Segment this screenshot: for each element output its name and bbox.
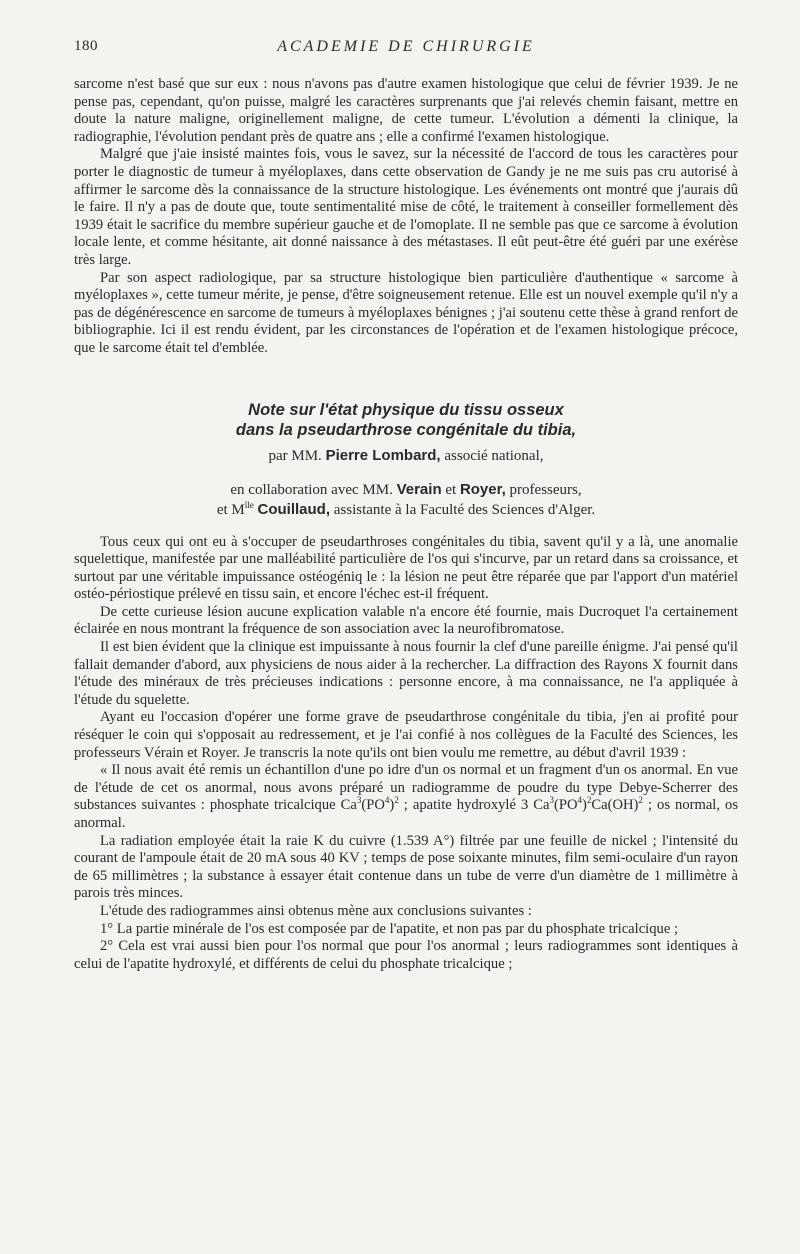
paragraph-formula (74, 762, 738, 832)
text-run: (PO (554, 797, 578, 814)
paragraph: Malgré que j'aie insisté maintes fois, vous le savez, sur la nécessité de l'accord de tous les caractères pour porter le diagnostic de tumeur à myéloplaxes, dans cette observation de Gandy je ne me suis pas cru autorisé à affirmer le sarcome dès la connaissance de la structure histologique. Les événements ont montré que j'aurais dû le faire. Il n'y a pas de doute que, toute sentimentalité mise de côté, le traitement à conseiller formellement dès 1939 était le sacrifice du membre supérieur gauche et de l'omoplate. Il ne semble pas que ce sarcome à évolution locale lente, et comme hésitante, ait donné naissance à des métastases. Il eût peut-être été guéri par une exérèse très large. (74, 146, 738, 268)
article-title (74, 400, 738, 440)
byline-assistant (74, 500, 738, 520)
text-run: « Il nous avait été remis un échantillon d'une po idre d'un os normal et un fragment d'un os anormal. En vue de l'étude de cet os anormal, nous avons préparé un radiogramme de poudre du type Debye-Scherrer des substances suivantes : phosphate tricalcique Ca (74, 762, 738, 814)
previous-article-text (74, 76, 738, 358)
article-title-line: dans la pseudarthrose congénitale du tibia, (235, 420, 577, 439)
byline-conjunction: et (445, 481, 457, 498)
superscript: 2 (394, 795, 399, 806)
text-run: ) (582, 797, 587, 814)
title-superscript: lle (244, 499, 254, 510)
paragraph: Ayant eu l'occasion d'opérer une forme grave de pseudarthrose congénitale du tibia, j'en ai profité pour réséquer le coin qui s'opposait au redressement, et je l'ai confié à nos collègues de la Faculté des Sciences, les professeurs Vérain et Royer. Je transcris la note qu'ils ont bien voulu me remettre, au début d'avril 1939 : (74, 709, 738, 761)
journal-title: ACADEMIE DE CHIRURGIE (277, 38, 535, 55)
paragraph: De cette curieuse lésion aucune explication valable n'a encore été fournie, mais Ducroquet l'a certainement éclairée en nous montrant la fréquence de son association avec la neurofibromatose. (74, 603, 738, 638)
author-name: Royer, (459, 480, 506, 498)
list-item: 2° Cela est vrai aussi bien pour l'os normal que pour l'os anormal ; leurs radiogrammes sont identiques à celui de l'apatite hydroxylé, et différents de celui du phosphate tricalcique ; (74, 938, 738, 972)
text-run: Ca(OH) (591, 797, 639, 814)
text-run: (PO (361, 797, 385, 814)
superscript: 4 (384, 795, 390, 806)
author-affiliation: assistante à la Faculté des Sciences d'Alger. (333, 501, 596, 518)
author-name: Couillaud, (257, 500, 331, 518)
byline-collaborators (74, 480, 738, 500)
author-name: Verain (396, 480, 442, 498)
running-head (74, 38, 738, 62)
superscript: 2 (638, 795, 643, 806)
paragraph: Il est bien évident que la clinique est impuissante à nous fournir la clef d'une pareille énigme. J'ai pensé qu'il fallait demander d'abord, aux physiciens de nous aider à la rechercher. La diffraction des Rayons X fournit dans l'étude des minéraux de très précieuses indications : personne encore, à ma connaissance, ne l'a appliquée à l'étude du squelette. (74, 639, 738, 708)
list-item: 1° La partie minérale de l'os est composée par de l'apatite, et non pas par du phosphate tricalcique ; (100, 920, 679, 937)
superscript: 4 (577, 795, 583, 806)
byline-main (74, 446, 738, 466)
paragraph: L'étude des radiogrammes ainsi obtenus mène aux conclusions suivantes : (100, 902, 532, 919)
superscript: 2 (586, 795, 592, 806)
text-run: ; os normal, os anormal. (74, 797, 739, 831)
text-run: ; apatite hydroxylé 3 Ca (398, 797, 550, 814)
author-affiliation: associé national, (444, 447, 544, 464)
superscript: 3 (549, 795, 555, 806)
article-title-line: Note sur l'état physique du tissu osseux (248, 400, 564, 419)
paragraph: Tous ceux qui ont eu à s'occuper de pseudarthroses congénitales du tibia, savent qu'il y a là, une anomalie squelettique, manifestée par une malléabilité particulière de l'os qui s'incurve, par un retard dans sa croissance, et surtout par une véritable impuissance ostéogéniq le : la lésion ne peut être réparée que par l'apport d'un matériel ostéo-périostique prélevé en tissu sain, et encore l'échec est-il fréquent. (74, 533, 738, 603)
author-affiliation: professeurs, (509, 481, 582, 498)
article-body (74, 534, 738, 974)
paragraph: La radiation employée était la raie K du cuivre (1.539 A°) filtrée par une feuille de nickel ; l'intensité du courant de l'ampoule était de 20 mA sous 40 KV ; temps de pose soixante minutes, film semi-oculaire d'un rayon de 65 millimètres ; la substance à essayer était contenue dans un tube de verre d'un diamètre de 1 millimètre à parois très minces. (74, 832, 738, 902)
author-name: Pierre Lombard, (325, 446, 441, 464)
text-run: ) (389, 797, 395, 814)
superscript: 3 (356, 795, 362, 806)
byline-prefix: en collaboration avec MM. (230, 481, 393, 498)
byline-prefix: par MM. (268, 447, 322, 464)
paragraph: sarcome n'est basé que sur eux : nous n'avons pas d'autre examen histologique que celui de février 1939. Je ne pense pas, cependant, qu'on puisse, malgré les caractères surprenants que j'ai relevés chemin faisant, mettre en doute la nature maligne, originellement maligne, de cette tumeur. L'évolution a démenti la clinique, la radiographie, l'évolution pendant près de quatre ans ; elle a confirmé l'examen histologique. (74, 76, 738, 145)
paragraph: Par son aspect radiologique, par sa structure histologique bien particulière d'authentique « sarcome à myéloplaxes », cette tumeur mérite, je pense, d'être soigneusement retenue. Elle est un nouvel exemple qu'il n'y a pas de dégénérescence en sarcome de tumeurs à myéloplaxes bénignes ; j'ai soutenu cette thèse à grand renfort de bibliographie. Ici il est rendu évident, par les circonstances de l'opération et de l'examen histologique précoce, que le sarcome était tel d'emblée. (74, 269, 738, 356)
page-number: 180 (74, 38, 98, 54)
byline-prefix: et M (216, 501, 245, 518)
